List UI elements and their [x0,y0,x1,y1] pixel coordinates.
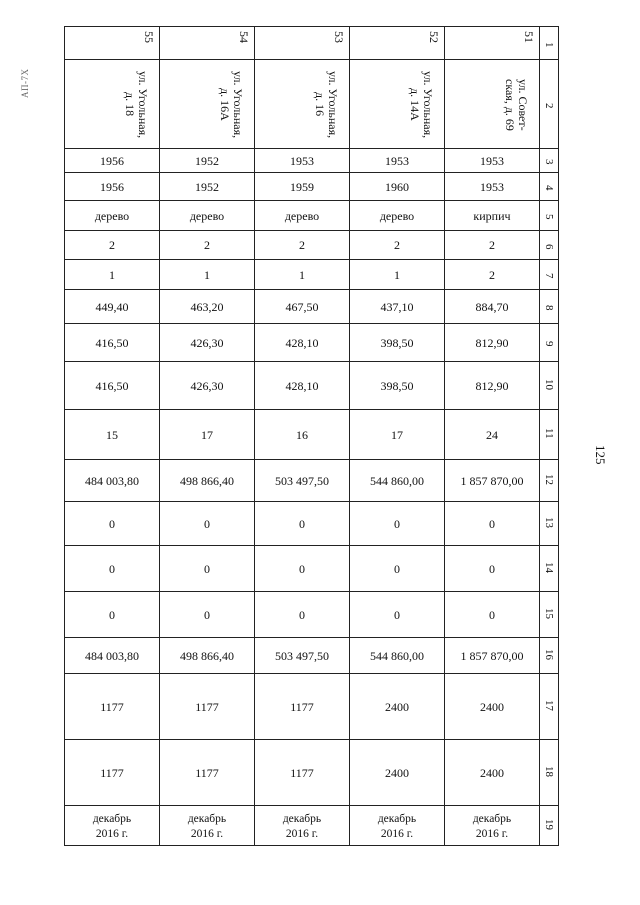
cell-value: 1 [204,267,210,282]
row-label [540,60,559,149]
table-cell [255,260,350,290]
address-text: ул. Угольная, д. 18 [123,70,150,139]
cell-value: 498 866,40 [180,648,234,663]
cell-value: 2 [394,238,400,252]
table-cell [445,149,540,173]
table-row [65,201,559,231]
row-label [540,502,559,546]
table-cell [160,546,255,592]
cell-value: 467,50 [285,299,319,314]
cell-value: 544 860,00 [370,473,424,488]
cell-value: 2 [299,238,305,252]
page-number: 125 [593,445,608,465]
table-cell [65,460,160,502]
table-cell [255,460,350,502]
row-label [540,362,559,410]
table-cell [350,638,445,674]
cell-value: 1 [109,267,115,282]
table-cell [255,324,350,362]
row-label-text: 16 [543,648,555,660]
cell-value: 812,90 [475,335,509,350]
table-cell [350,460,445,502]
row-label [540,638,559,674]
cell-value: 0 [489,561,495,576]
table-cell [65,410,160,460]
cell-value: 0 [204,516,210,531]
table-cell [160,740,255,806]
table-cell [255,502,350,546]
row-addresses [65,60,559,149]
table-cell [65,173,160,201]
table-cell [445,674,540,740]
table-cell [350,201,445,231]
table-row [65,638,559,674]
cell-value: 1956 [100,179,124,194]
cell-value: дерево [94,208,130,223]
row-label [540,546,559,592]
table-row [65,362,559,410]
cell-column-number [160,27,255,60]
table-cell [350,740,445,806]
address-text: ул. Угольная, д. 16А [218,70,245,139]
cell-value: 884,70 [475,299,509,314]
table-cell [255,173,350,201]
cell-value: 2400 [385,699,409,714]
table-cell [255,638,350,674]
cell-value: 16 [296,427,308,442]
table-cell [160,324,255,362]
cell-value: 463,20 [190,299,224,314]
cell-value: 0 [394,607,400,622]
table-cell [255,231,350,260]
table-cell [255,410,350,460]
cell-value: 437,10 [380,299,414,314]
row-label-text: 8 [543,305,555,311]
table-cell [350,410,445,460]
address-text: ул. Совет- ская, д. 69 [503,78,530,131]
cell-address [160,60,255,149]
cell-value: 1960 [385,179,409,194]
table-row [65,231,559,260]
cell-column-number [445,27,540,60]
table-cell [255,592,350,638]
table-cell [445,324,540,362]
table-cell [350,674,445,740]
row-label [540,460,559,502]
cell-value: 428,10 [285,335,319,350]
table-row [65,806,559,846]
cell-value: 1953 [480,153,504,168]
table-cell [350,806,445,846]
row-label-text: 3 [543,159,555,165]
row-label [540,410,559,460]
table-cell [65,740,160,806]
cell-address [65,60,160,149]
table-cell [445,290,540,324]
cell-value: 0 [204,561,210,576]
cell-value: 2 [109,238,115,252]
table-cell [160,231,255,260]
table-cell [445,362,540,410]
row-label-text: 10 [543,378,555,390]
row-label-text: 17 [543,699,555,711]
table-cell [160,410,255,460]
table-cell [445,410,540,460]
cell-value: 1 [394,267,400,282]
cell-value: 1952 [195,153,219,168]
row-label-text: 5 [543,214,555,220]
cell-value: 1177 [100,699,124,714]
cell-value: 17 [201,427,213,442]
row-label-text: 6 [543,243,555,249]
table-row [65,149,559,173]
column-number: 52 [427,31,441,43]
row-label [540,324,559,362]
cell-value: 1 [299,267,305,282]
table-cell [350,546,445,592]
row-label-text: 11 [543,427,555,439]
cell-value: 0 [299,561,305,576]
table-cell [160,592,255,638]
cell-value: 544 860,00 [370,648,424,663]
cell-value: 1177 [290,699,314,714]
cell-value: 2400 [480,699,504,714]
cell-value: декабрь 2016 г. [472,812,512,840]
table-cell [160,290,255,324]
table-row [65,290,559,324]
cell-value: 1953 [290,153,314,168]
cell-value: дерево [189,208,225,223]
cell-value: 0 [109,607,115,622]
row-label-text: 12 [543,473,555,485]
cell-address [350,60,445,149]
table-cell [255,806,350,846]
cell-value: дерево [379,208,415,223]
cell-value: 498 866,40 [180,473,234,488]
table-cell [160,460,255,502]
table-cell [65,502,160,546]
table-cell [350,502,445,546]
cell-value: 2 [489,267,495,282]
cell-address [445,60,540,149]
cell-value: 0 [204,607,210,622]
table-cell [65,806,160,846]
table-cell [65,638,160,674]
table-cell [160,638,255,674]
column-number: 54 [237,31,251,43]
cell-value: 1 857 870,00 [460,473,524,488]
table-cell [350,592,445,638]
table-cell [65,362,160,410]
table-cell [160,173,255,201]
row-label-text: 15 [543,607,555,619]
table-cell [445,546,540,592]
cell-value: декабрь 2016 г. [282,812,322,840]
table-cell [350,290,445,324]
cell-value: 2400 [480,765,504,780]
cell-value: 1 857 870,00 [460,648,524,663]
table-cell [445,201,540,231]
table-cell [160,149,255,173]
table-row [65,592,559,638]
cell-value: 0 [299,516,305,531]
cell-value: кирпич [473,208,511,223]
cell-column-number [255,27,350,60]
row-column-numbers [65,27,559,60]
table-cell [350,324,445,362]
table-cell [350,231,445,260]
table-cell [160,674,255,740]
table-cell [445,592,540,638]
cell-value: 1953 [480,179,504,194]
table-cell [445,260,540,290]
table-cell [445,460,540,502]
column-number: 55 [142,31,156,43]
table-cell [350,260,445,290]
table-cell [255,149,350,173]
cell-address [255,60,350,149]
cell-value: 0 [394,516,400,531]
address-text: ул. Угольная, д. 16 [313,70,340,139]
cell-value: 0 [394,561,400,576]
table-row [65,324,559,362]
row-label-text: 14 [543,561,555,573]
row-label-text: 7 [543,273,555,279]
table-cell [350,149,445,173]
cell-value: 1953 [385,153,409,168]
table-cell [255,674,350,740]
row-label-text: 18 [543,765,555,777]
table-cell [445,502,540,546]
table-cell [445,173,540,201]
row-label [540,592,559,638]
column-number: 51 [522,31,536,43]
table-cell [65,324,160,362]
cell-value: 1177 [195,765,219,780]
cell-value: декабрь 2016 г. [187,812,227,840]
cell-value: 0 [109,516,115,531]
cell-value: 0 [109,561,115,576]
cell-value: 1956 [100,153,124,168]
table-cell [445,740,540,806]
cell-value: 17 [391,427,403,442]
table-row [65,546,559,592]
table-cell [65,201,160,231]
table-cell [445,231,540,260]
table-cell [160,502,255,546]
cell-value: 484 003,80 [85,473,139,488]
table-row [65,410,559,460]
row-label [540,290,559,324]
table-cell [255,362,350,410]
table-cell [65,546,160,592]
table-cell [255,546,350,592]
table-row [65,460,559,502]
table-cell [160,806,255,846]
row-label [540,740,559,806]
address-text: ул. Угольная, д. 14А [408,70,435,139]
table-cell [255,290,350,324]
cell-value: 416,50 [95,378,129,393]
cell-value: декабрь 2016 г. [377,812,417,840]
row-label-text: 19 [543,818,555,830]
row-label [540,231,559,260]
row-label-text: 13 [543,516,555,528]
cell-value: 15 [106,427,118,442]
cell-value: 503 497,50 [275,473,329,488]
cell-value: 2400 [385,765,409,780]
column-number: 53 [332,31,346,43]
cell-value: 1177 [290,765,314,780]
table-cell [160,260,255,290]
table-row [65,173,559,201]
cell-value: 428,10 [285,378,319,393]
cell-value: 0 [489,516,495,531]
cell-value: 1177 [195,699,219,714]
table-row [65,260,559,290]
row-label-text: 1 [543,41,555,47]
row-label [540,27,559,60]
table-cell [65,149,160,173]
cell-value: декабрь 2016 г. [92,812,132,840]
row-label [540,201,559,231]
table-cell [350,173,445,201]
cell-value: 416,50 [95,335,129,350]
cell-value: 24 [486,427,498,442]
cell-value: 1952 [195,179,219,194]
cell-value: 1177 [100,765,124,780]
cell-value: 449,40 [95,299,129,314]
cell-value: дерево [284,208,320,223]
row-label [540,149,559,173]
margin-mark: АП-7Х [20,68,30,98]
table-cell [255,201,350,231]
cell-value: 0 [299,607,305,622]
table-cell [65,231,160,260]
cell-column-number [65,27,160,60]
cell-value: 0 [489,607,495,622]
cell-value: 503 497,50 [275,648,329,663]
cell-value: 2 [204,238,210,252]
housing-table [64,26,559,846]
table-cell [350,362,445,410]
row-label [540,173,559,201]
row-label [540,806,559,846]
cell-value: 812,90 [475,378,509,393]
cell-value: 484 003,80 [85,648,139,663]
cell-value: 426,30 [190,378,224,393]
row-label-text: 4 [543,185,555,191]
cell-value: 398,50 [380,378,414,393]
table-cell [160,362,255,410]
table-cell [65,674,160,740]
table-row [65,740,559,806]
cell-column-number [350,27,445,60]
cell-value: 426,30 [190,335,224,350]
row-label [540,674,559,740]
table-cell [65,260,160,290]
table-cell [255,740,350,806]
cell-value: 2 [489,238,495,252]
row-label-text: 2 [543,102,555,108]
row-label-text: 9 [543,341,555,347]
cell-value: 1959 [290,179,314,194]
row-label [540,260,559,290]
table-cell [65,290,160,324]
cell-value: 398,50 [380,335,414,350]
table-cell [445,806,540,846]
table-cell [65,592,160,638]
table-row [65,502,559,546]
table-cell [160,201,255,231]
table-cell [445,638,540,674]
table-row [65,674,559,740]
